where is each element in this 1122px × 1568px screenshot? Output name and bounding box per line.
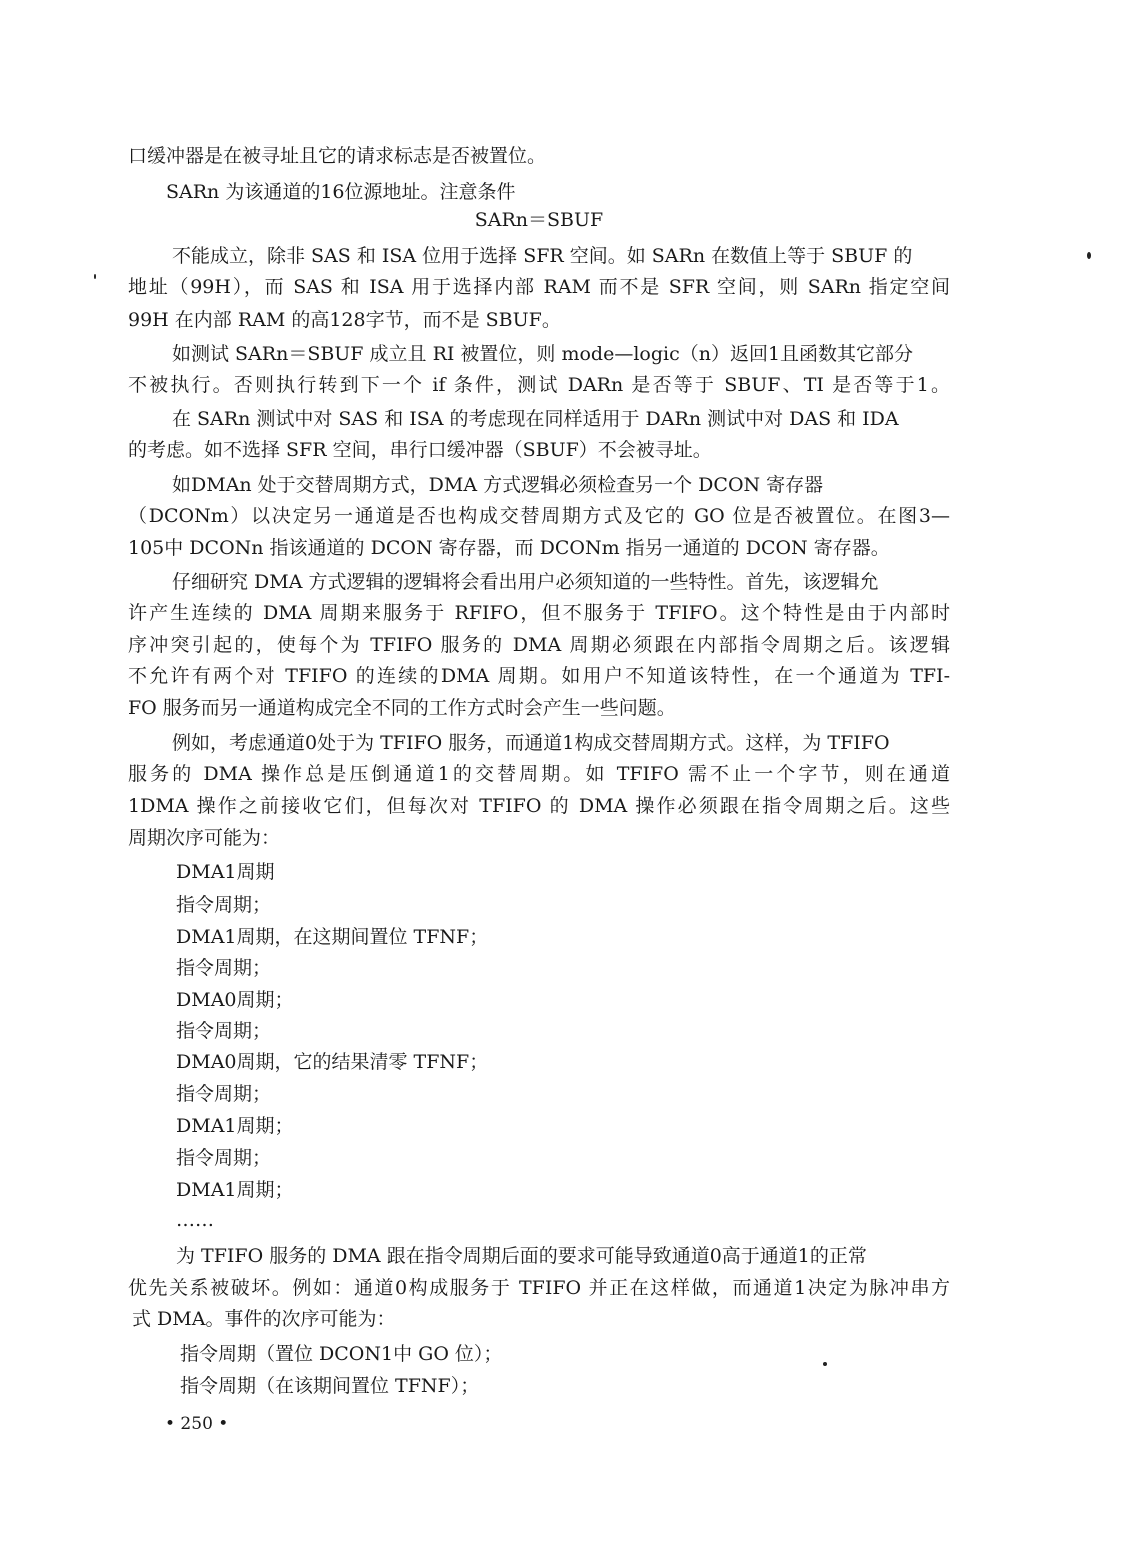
scan-mark [94, 274, 96, 279]
sequence-item: 指令周期； [176, 1020, 272, 1042]
sequence-item: 指令周期； [176, 894, 272, 916]
text-line: 优先关系被破坏。例如：通道0构成服务于 TFIFO 并正在这样做，而通道1决定为脉冲串方 [128, 1277, 950, 1299]
scan-mark [1087, 252, 1091, 259]
sequence-item: 指令周期； [176, 1083, 272, 1105]
text-line: 如DMAn 处于交替周期方式，DMA 方式逻辑必须检查另一个 DCON 寄存器 [172, 474, 824, 496]
text-line: 式 DMA。事件的次序可能为： [132, 1308, 396, 1330]
sequence-item: 指令周期（置位 DCON1中 GO 位）； [180, 1343, 503, 1365]
text-line: 为 TFIFO 服务的 DMA 跟在指令周期后面的要求可能导致通道0高于通道1的正常 [176, 1245, 867, 1267]
sequence-item: DMA1周期，在这期间置位 TFNF； [176, 926, 489, 948]
text-line: 如测试 SARn＝SBUF 成立且 RI 被置位，则 mode—logic（n）返回1且函数其它部分 [172, 343, 914, 365]
text-line: 不被执行。否则执行转到下一个 if 条件，测试 DARn 是否等于 SBUF、TI 是否等于1。 [128, 374, 950, 396]
text-line: 不允许有两个对 TFIFO 的连续的DMA 周期。如用户不知道该特性，在一个通道为 TFI- [128, 665, 950, 687]
page-number: • 250 • [165, 1414, 229, 1434]
sequence-item: DMA0周期； [176, 989, 294, 1011]
sequence-item: 指令周期； [176, 957, 272, 979]
text-line: 仔细研究 DMA 方式逻辑的逻辑将会看出用户必须知道的一些特性。首先，该逻辑允 [172, 571, 879, 593]
sequence-item: DMA1周期 [176, 861, 275, 883]
text-line: 1DMA 操作之前接收它们，但每次对 TFIFO 的 DMA 操作必须跟在指令周期之后。这些 [128, 795, 950, 817]
sequence-ellipsis: …… [176, 1209, 214, 1231]
scan-mark [823, 1362, 827, 1366]
text-line: 序冲突引起的，使每个为 TFIFO 服务的 DMA 周期必须跟在内部指令周期之后。该逻辑 [128, 634, 950, 656]
sequence-item: DMA0周期，它的结果清零 TFNF； [176, 1051, 489, 1073]
equation-line: SARn＝SBUF [474, 209, 604, 231]
text-line: 例如，考虑通道0处于为 TFIFO 服务，而通道1构成交替周期方式。这样，为 TFIFO [172, 732, 890, 754]
text-line: 服务的 DMA 操作总是压倒通道1的交替周期。如 TFIFO 需不止一个字节，则在通道 [128, 763, 950, 785]
sequence-item: DMA1周期； [176, 1115, 294, 1137]
text-line: FO 服务而另一通道构成完全不同的工作方式时会产生一些问题。 [128, 697, 676, 719]
sequence-item: 指令周期； [176, 1147, 272, 1169]
text-line: 的考虑。如不选择 SFR 空间，串行口缓冲器（SBUF）不会被寻址。 [128, 439, 712, 461]
text-line: 地址（99H），而 SAS 和 ISA 用于选择内部 RAM 而不是 SFR 空间，则 SARn 指定空间 [128, 276, 950, 298]
text-line: SARn 为该通道的16位源地址。注意条件 [166, 181, 516, 203]
text-line: 105中 DCONn 指该通道的 DCON 寄存器，而 DCONm 指另一通道的 DCON 寄存器。 [128, 537, 890, 559]
text-line: 在 SARn 测试中对 SAS 和 ISA 的考虑现在同样适用于 DARn 测试中对 DAS 和 IDA [172, 408, 899, 430]
text-line: 口缓冲器是在被寻址且它的请求标志是否被置位。 [128, 145, 547, 167]
sequence-item: DMA1周期； [176, 1179, 294, 1201]
sequence-item: 指令周期（在该期间置位 TFNF）； [180, 1375, 480, 1397]
text-line: 99H 在内部 RAM 的高128字节，而不是 SBUF。 [128, 309, 561, 331]
text-line: 不能成立，除非 SAS 和 ISA 位用于选择 SFR 空间。如 SARn 在数值上等于 SBUF 的 [172, 245, 913, 267]
text-line: 周期次序可能为： [128, 827, 281, 849]
text-line: （DCONm）以决定另一通道是否也构成交替周期方式及它的 GO 位是否被置位。在图3— [128, 505, 950, 527]
text-line: 许产生连续的 DMA 周期来服务于 RFIFO，但不服务于 TFIFO。这个特性是由于内部时 [128, 602, 950, 624]
